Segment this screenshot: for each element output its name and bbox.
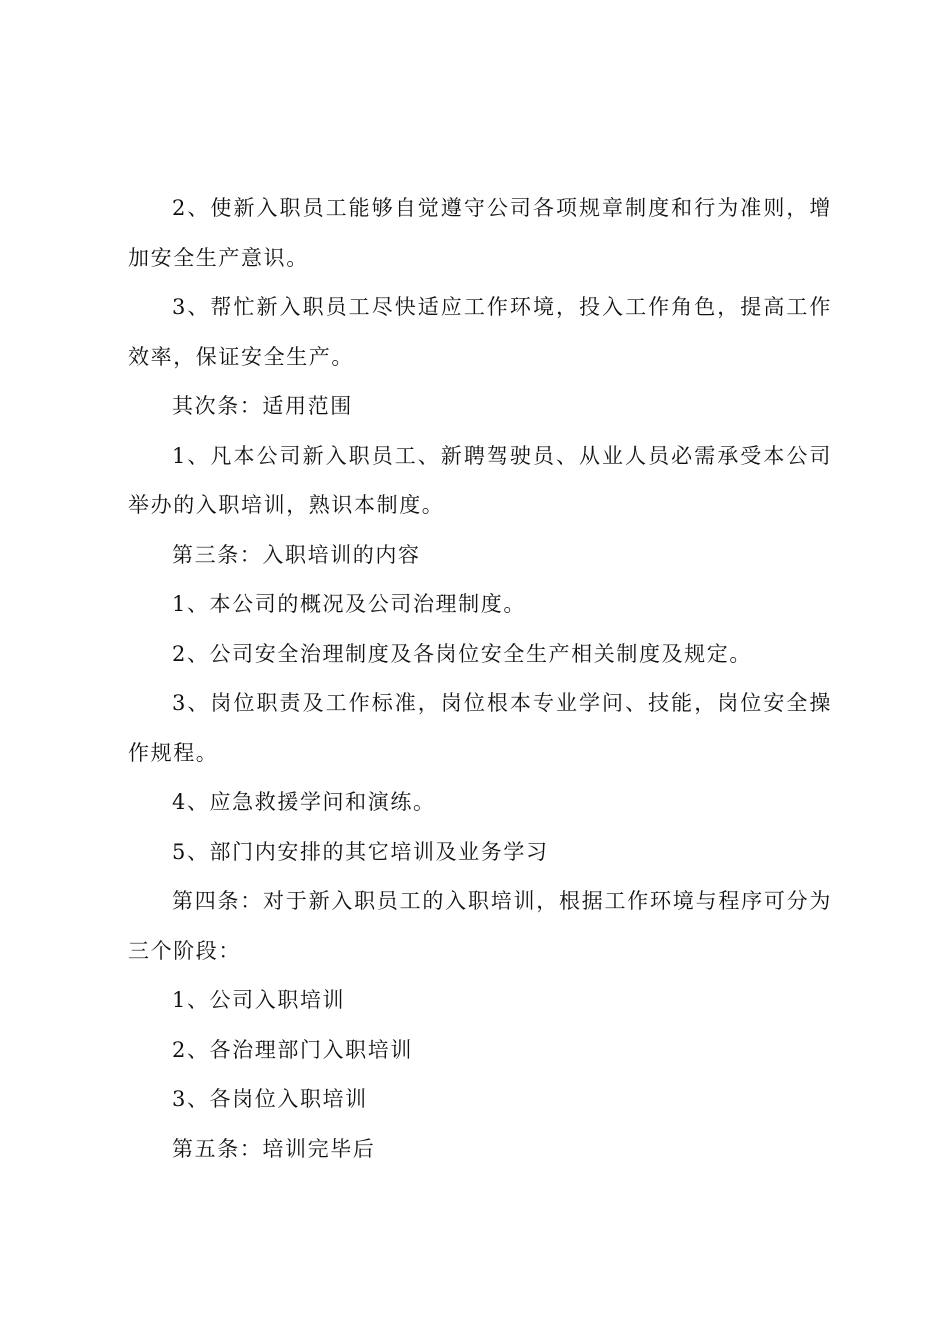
section-heading-training-content: 第三条：入职培训的内容 (172, 542, 421, 567)
paragraph-item-3-purpose: 3、帮忙新入职员工尽快适应工作环境，投入工作角色，提高工作效率，保证安全生产。 (128, 295, 832, 369)
paragraph-scope-item-1: 1、凡本公司新入职员工、新聘驾驶员、从业人员必需承受本公司举办的入职培训，熟识本制度。 (128, 443, 832, 517)
paragraph-stage-item-3: 3、各岗位入职培训 (172, 1087, 368, 1111)
paragraph-stage-item-2: 2、各治理部门入职培训 (172, 1037, 413, 1062)
paragraph-content-item-5: 5、部门内安排的其它培训及业务学习 (172, 839, 549, 864)
paragraph-content-item-2: 2、公司安全治理制度及各岗位安全生产相关制度及规定。 (172, 641, 752, 666)
paragraph-stage-item-1: 1、公司入职培训 (172, 988, 346, 1012)
section-heading-scope: 其次条：适用范围 (172, 394, 353, 418)
document-body (128, 184, 832, 1174)
paragraph-content-item-4: 4、应急救援学问和演练。 (172, 790, 436, 814)
paragraph-content-item-3: 3、岗位职责及工作标准，岗位根本专业学问、技能，岗位安全操作规程。 (128, 691, 832, 765)
section-heading-after-training: 第五条：培训完毕后 (172, 1136, 376, 1161)
paragraph-item-2-purpose: 2、使新入职员工能够自觉遵守公司各项规章制度和行为准则，增加安全生产意识。 (128, 196, 832, 270)
section-heading-training-stages: 第四条：对于新入职员工的入职培训，根据工作环境与程序可分为三个阶段： (128, 889, 832, 963)
paragraph-content-item-1: 1、本公司的概况及公司治理制度。 (172, 592, 526, 616)
